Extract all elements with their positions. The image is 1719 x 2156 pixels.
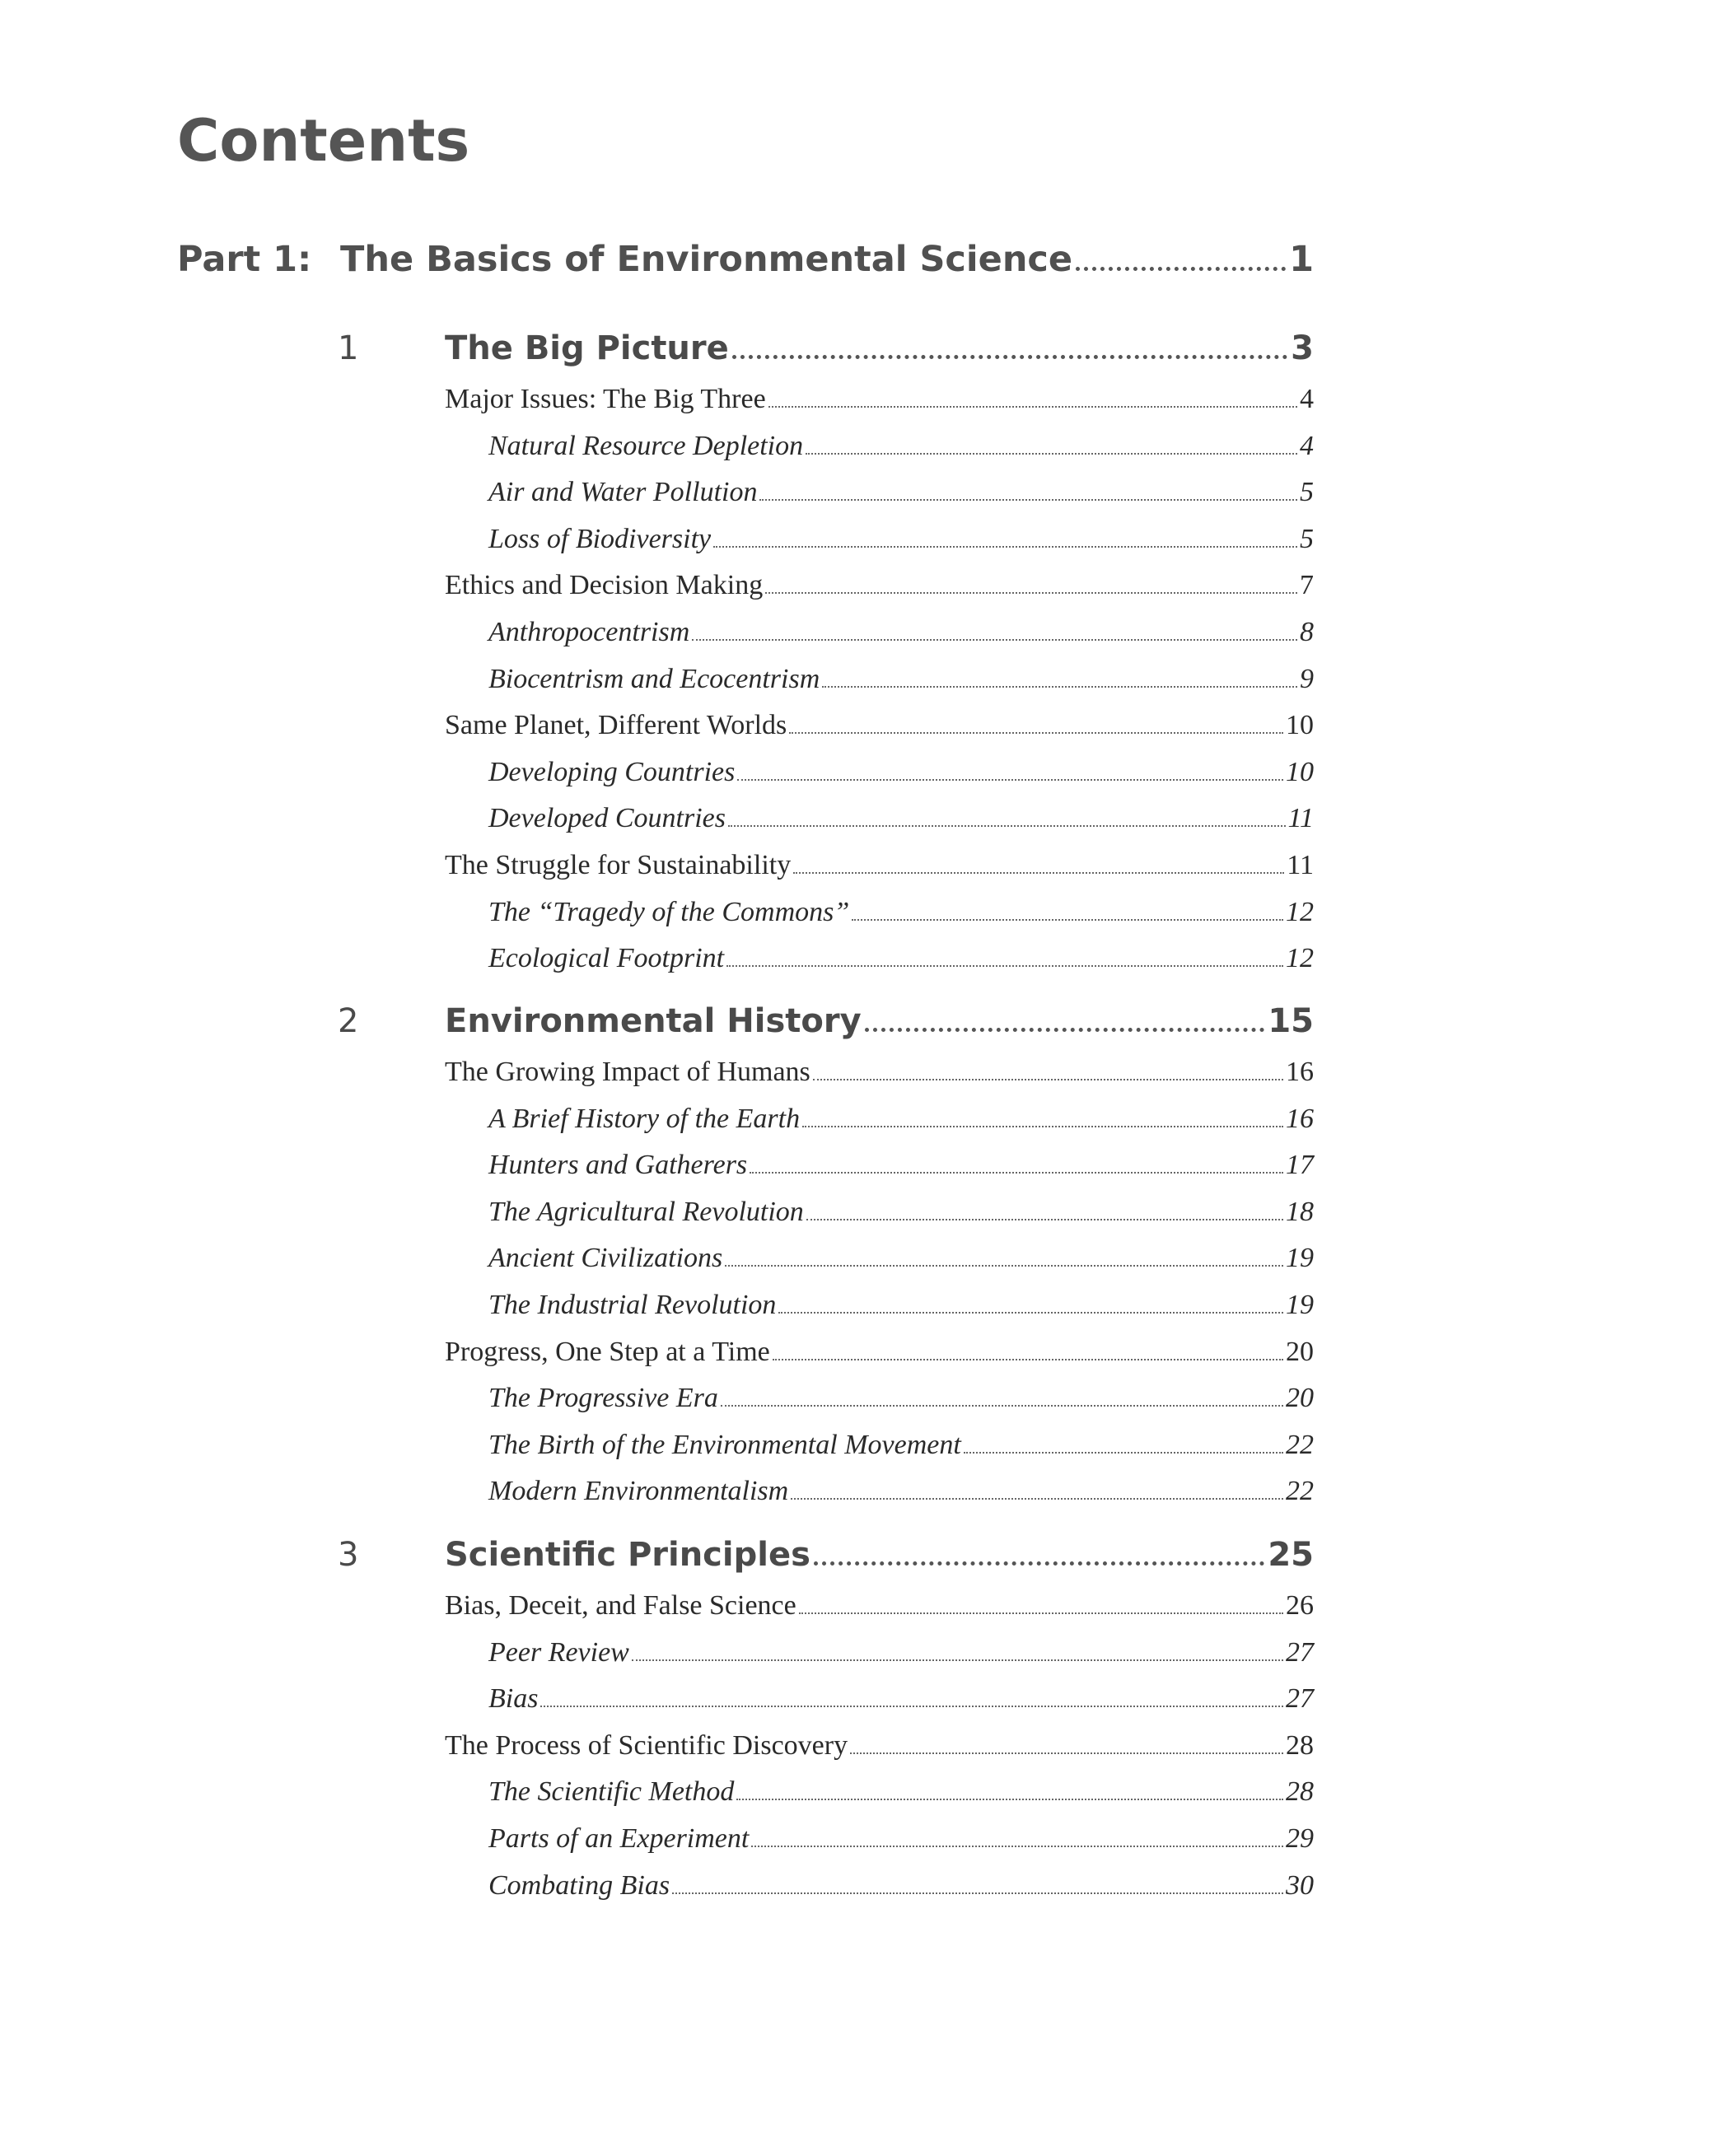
toc-subsection-entry (338, 431, 1314, 478)
toc-subsection-entry (338, 1430, 1314, 1477)
entry-page: 19 (1286, 1289, 1314, 1320)
toc-subsection-entry (338, 1290, 1314, 1337)
entry-title: Same Planet, Different Worlds (445, 710, 787, 741)
chapter-1 (338, 329, 1314, 990)
leader-dots (806, 453, 1297, 455)
toc-section-entry (338, 850, 1314, 897)
chapter-title: Environmental History (445, 1002, 862, 1040)
entry-page: 19 (1286, 1243, 1314, 1274)
entry-title: Loss of Biodiversity (488, 523, 712, 554)
part-title: The Basics of Environmental Science (340, 239, 1073, 280)
entry-page: 10 (1286, 710, 1314, 741)
leader-dots (713, 546, 1297, 548)
entry-title: Combating Bias (488, 1869, 670, 1901)
toc-section-entry (338, 570, 1314, 617)
chapter-page: 15 (1268, 1002, 1314, 1040)
toc-subsection-entry (338, 1870, 1314, 1917)
part-number: Part 1: (177, 239, 312, 280)
leader-dots (759, 499, 1297, 501)
entry-title: Peer Review (488, 1636, 629, 1668)
part-page: 1 (1289, 239, 1314, 280)
toc-subsection-entry (338, 757, 1314, 804)
toc-subsection-entry (338, 1637, 1314, 1684)
toc-subsection-entry (338, 1683, 1314, 1730)
chapter-page: 3 (1291, 329, 1314, 367)
entry-title: The “Tragedy of the Commons” (488, 896, 850, 927)
entry-title: The Agricultural Revolution (488, 1196, 804, 1227)
entry-title: Major Issues: The Big Three (445, 384, 766, 414)
toc-subsection-entry (338, 664, 1314, 711)
leader-dots (822, 686, 1297, 688)
leader-dots (721, 1405, 1283, 1407)
leader-dots (806, 1219, 1283, 1220)
entry-page: 4 (1300, 430, 1314, 461)
chapter-3 (338, 1536, 1314, 1916)
entry-title: Anthropocentrism (488, 616, 690, 647)
entry-page: 16 (1286, 1103, 1314, 1134)
entry-title: The Birth of the Environmental Movement (488, 1429, 961, 1460)
toc-subsection-entry (338, 1197, 1314, 1244)
leader-dots (737, 779, 1283, 781)
entry-page: 20 (1286, 1336, 1314, 1367)
entry-title: Modern Environmentalism (488, 1476, 789, 1507)
entry-title: The Struggle for Sustainability (445, 849, 792, 880)
entry-page: 12 (1286, 943, 1314, 974)
toc-section-entry (338, 710, 1314, 757)
leader-dots (768, 406, 1297, 408)
entry-page: 10 (1286, 756, 1314, 787)
entry-title: The Progressive Era (488, 1383, 718, 1414)
leader-dots (736, 1799, 1283, 1800)
leader-dots (793, 872, 1284, 874)
entry-title: The Process of Scientific Discovery (445, 1729, 848, 1761)
chapter-heading (338, 1002, 1314, 1057)
toc-subsection-entry (338, 943, 1314, 990)
entry-page: 9 (1300, 663, 1314, 694)
entry-title: A Brief History of the Earth (488, 1103, 801, 1134)
entry-title: Developing Countries (488, 756, 736, 787)
entry-page: 4 (1300, 384, 1314, 414)
entry-title: Natural Resource Depletion (488, 430, 804, 461)
leader-dots (852, 919, 1283, 921)
leader-dots (814, 1561, 1264, 1566)
chapter-number: 2 (338, 1002, 359, 1040)
entry-page: 12 (1286, 896, 1314, 927)
entry-page: 27 (1286, 1636, 1314, 1668)
entry-page: 11 (1287, 849, 1314, 880)
entry-page: 17 (1286, 1150, 1314, 1181)
leader-dots (692, 639, 1297, 641)
leader-dots (1076, 267, 1286, 271)
leader-dots (789, 732, 1283, 734)
entry-title: The Industrial Revolution (488, 1289, 777, 1320)
chapter-title: The Big Picture (445, 329, 729, 367)
entry-page: 22 (1286, 1429, 1314, 1460)
leader-dots (813, 1079, 1283, 1080)
toc-section-entry (338, 1057, 1314, 1104)
chapter-title: Scientific Principles (445, 1536, 810, 1574)
leader-dots (850, 1752, 1283, 1754)
leader-dots (726, 965, 1283, 967)
chapter-number: 1 (338, 329, 359, 367)
toc-subsection-entry (338, 1104, 1314, 1150)
leader-dots (750, 1172, 1283, 1174)
leader-dots (632, 1659, 1283, 1661)
entry-list (338, 1590, 1314, 1916)
entry-title: Air and Water Pollution (488, 477, 758, 508)
toc-section-entry (338, 384, 1314, 431)
entry-title: Ethics and Decision Making (445, 570, 764, 601)
toc-section-entry (338, 1337, 1314, 1384)
leader-dots (751, 1846, 1283, 1847)
chapter-number: 3 (338, 1536, 359, 1574)
leader-dots (672, 1892, 1283, 1894)
entry-title: Developed Countries (488, 803, 726, 834)
entry-title: Bias (488, 1683, 539, 1715)
entry-title: Ancient Civilizations (488, 1243, 723, 1274)
chapter-page: 25 (1268, 1536, 1314, 1574)
entry-page: 30 (1286, 1869, 1314, 1901)
entry-page: 29 (1286, 1822, 1314, 1854)
leader-dots (725, 1265, 1283, 1267)
chapter-heading (338, 329, 1314, 384)
part-heading (177, 239, 1314, 280)
toc-subsection-entry (338, 1383, 1314, 1430)
entry-page: 16 (1286, 1057, 1314, 1087)
toc-subsection-entry (338, 1476, 1314, 1523)
leader-dots (765, 592, 1297, 594)
entry-page: 20 (1286, 1383, 1314, 1414)
entry-page: 18 (1286, 1196, 1314, 1227)
leader-dots (865, 1028, 1265, 1032)
entry-page: 7 (1300, 570, 1314, 601)
entry-title: The Growing Impact of Humans (445, 1057, 810, 1087)
chapter-2 (338, 1002, 1314, 1523)
leader-dots (802, 1126, 1283, 1127)
entry-page: 11 (1287, 803, 1314, 834)
entry-page: 22 (1286, 1476, 1314, 1507)
toc-subsection-entry (338, 803, 1314, 850)
entry-title: The Scientific Method (488, 1776, 735, 1808)
toc-subsection-entry (338, 477, 1314, 524)
page-title: Contents (177, 107, 470, 175)
toc-subsection-entry (338, 1776, 1314, 1823)
leader-dots (773, 1359, 1283, 1360)
chapter-heading (338, 1536, 1314, 1590)
entry-page: 26 (1286, 1590, 1314, 1621)
toc-subsection-entry (338, 1243, 1314, 1290)
leader-dots (791, 1498, 1283, 1500)
entry-page: 5 (1300, 523, 1314, 554)
toc-subsection-entry (338, 1150, 1314, 1197)
entry-page: 27 (1286, 1683, 1314, 1715)
entry-title: Hunters and Gatherers (488, 1150, 748, 1181)
entry-page: 5 (1300, 477, 1314, 508)
entry-page: 8 (1300, 616, 1314, 647)
leader-dots (540, 1706, 1283, 1707)
entry-page: 28 (1286, 1729, 1314, 1761)
leader-dots (778, 1312, 1283, 1314)
entry-title: Biocentrism and Ecocentrism (488, 663, 820, 694)
entry-list (338, 1057, 1314, 1523)
toc-subsection-entry (338, 1823, 1314, 1870)
toc-subsection-entry (338, 617, 1314, 664)
entry-title: Parts of an Experiment (488, 1822, 750, 1854)
entry-page: 28 (1286, 1776, 1314, 1808)
leader-dots (799, 1612, 1283, 1614)
toc-section-entry (338, 1730, 1314, 1777)
leader-dots (964, 1452, 1283, 1454)
toc-subsection-entry (338, 524, 1314, 571)
entry-title: Progress, One Step at a Time (445, 1336, 770, 1367)
toc-section-entry (338, 1590, 1314, 1637)
leader-dots (728, 825, 1286, 827)
entry-list (338, 384, 1314, 990)
toc-subsection-entry (338, 897, 1314, 944)
entry-title: Ecological Footprint (488, 943, 725, 974)
leader-dots (732, 355, 1287, 359)
entry-title: Bias, Deceit, and False Science (445, 1590, 796, 1621)
